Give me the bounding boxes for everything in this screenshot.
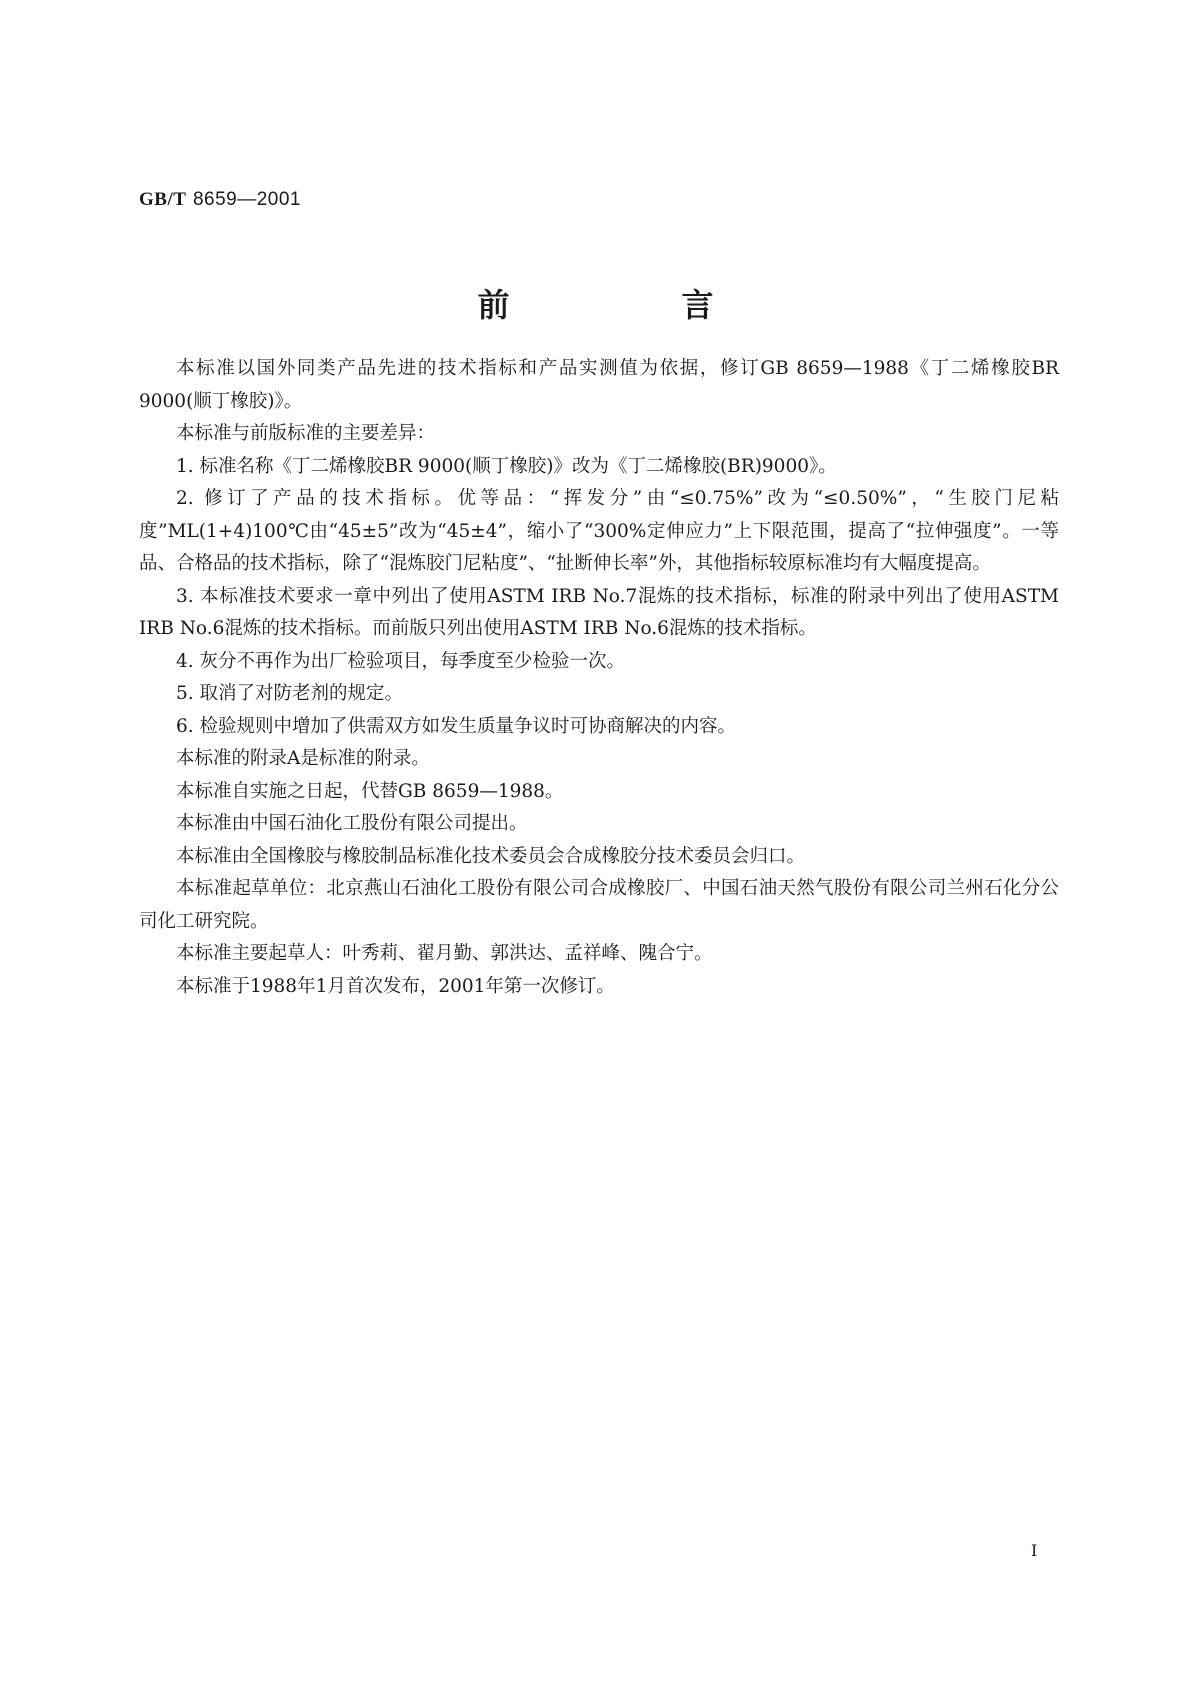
paragraph: 5. 取消了对防老剂的规定。: [176, 683, 404, 704]
standard-prefix: GB/T: [139, 189, 187, 210]
paragraph: 本标准与前版标准的主要差异：: [176, 423, 436, 444]
foreword-body: [139, 353, 1059, 1003]
paragraph: 3. 本标准技术要求一章中列出了使用ASTM IRB No.7混炼的技术指标，标准的附录中列出了使用ASTM IRB No.6混炼的技术指标。而前版只列出使用ASTM IRB No.6混炼的技术指标。: [139, 585, 1059, 639]
paragraph: 4. 灰分不再作为出厂检验项目，每季度至少检验一次。: [176, 650, 626, 672]
paragraph: 2. 修订了产品的技术指标。优等品：“挥发分”由“≤0.75%”改为“≤0.50%”，“生胶门尼粘度”ML(1+4)100℃由“45±5”改为“45±4”，缩小了“300%定伸应力”上下限范围，提高了“拉伸强度”。一等品、合格品的技术指标，除了“混炼胶门尼粘度”、“扯断伸长率”外，其他指标较原标准均有大幅度提高。: [139, 488, 1059, 574]
paragraph: 本标准自实施之日起，代替GB 8659—1988。: [176, 780, 564, 802]
paragraph: 本标准以国外同类产品先进的技术指标和产品实测值为依据，修订GB 8659—1988《丁二烯橡胶BR 9000(顺丁橡胶)》。: [139, 358, 1059, 412]
standard-code: [139, 188, 301, 211]
paragraph: 本标准由中国石油化工股份有限公司提出。: [176, 813, 528, 834]
paragraph: 本标准由全国橡胶与橡胶制品标准化技术委员会合成橡胶分技术委员会归口。: [176, 845, 806, 867]
page-number: Ⅰ: [1031, 1541, 1038, 1560]
paragraph: 本标准于1988年1月首次发布，2001年第一次修订。: [176, 975, 615, 997]
paragraph: 本标准主要起草人：叶秀莉、翟月勤、郭洪达、孟祥峰、隗合宁。: [176, 943, 713, 964]
paragraph: 本标准的附录A是标准的附录。: [176, 748, 430, 769]
paragraph: 本标准起草单位：北京燕山石油化工股份有限公司合成橡胶厂、中国石油天然气股份有限公司兰州石化分公司化工研究院。: [139, 878, 1059, 932]
paragraph: 6. 检验规则中增加了供需双方如发生质量争议时可协商解决的内容。: [176, 715, 737, 737]
standard-number: 8659—2001: [192, 189, 301, 210]
page-title: 前 言: [477, 286, 784, 324]
paragraph: 1. 标准名称《丁二烯橡胶BR 9000(顺丁橡胶)》改为《丁二烯橡胶(BR)9000》。: [176, 455, 837, 477]
